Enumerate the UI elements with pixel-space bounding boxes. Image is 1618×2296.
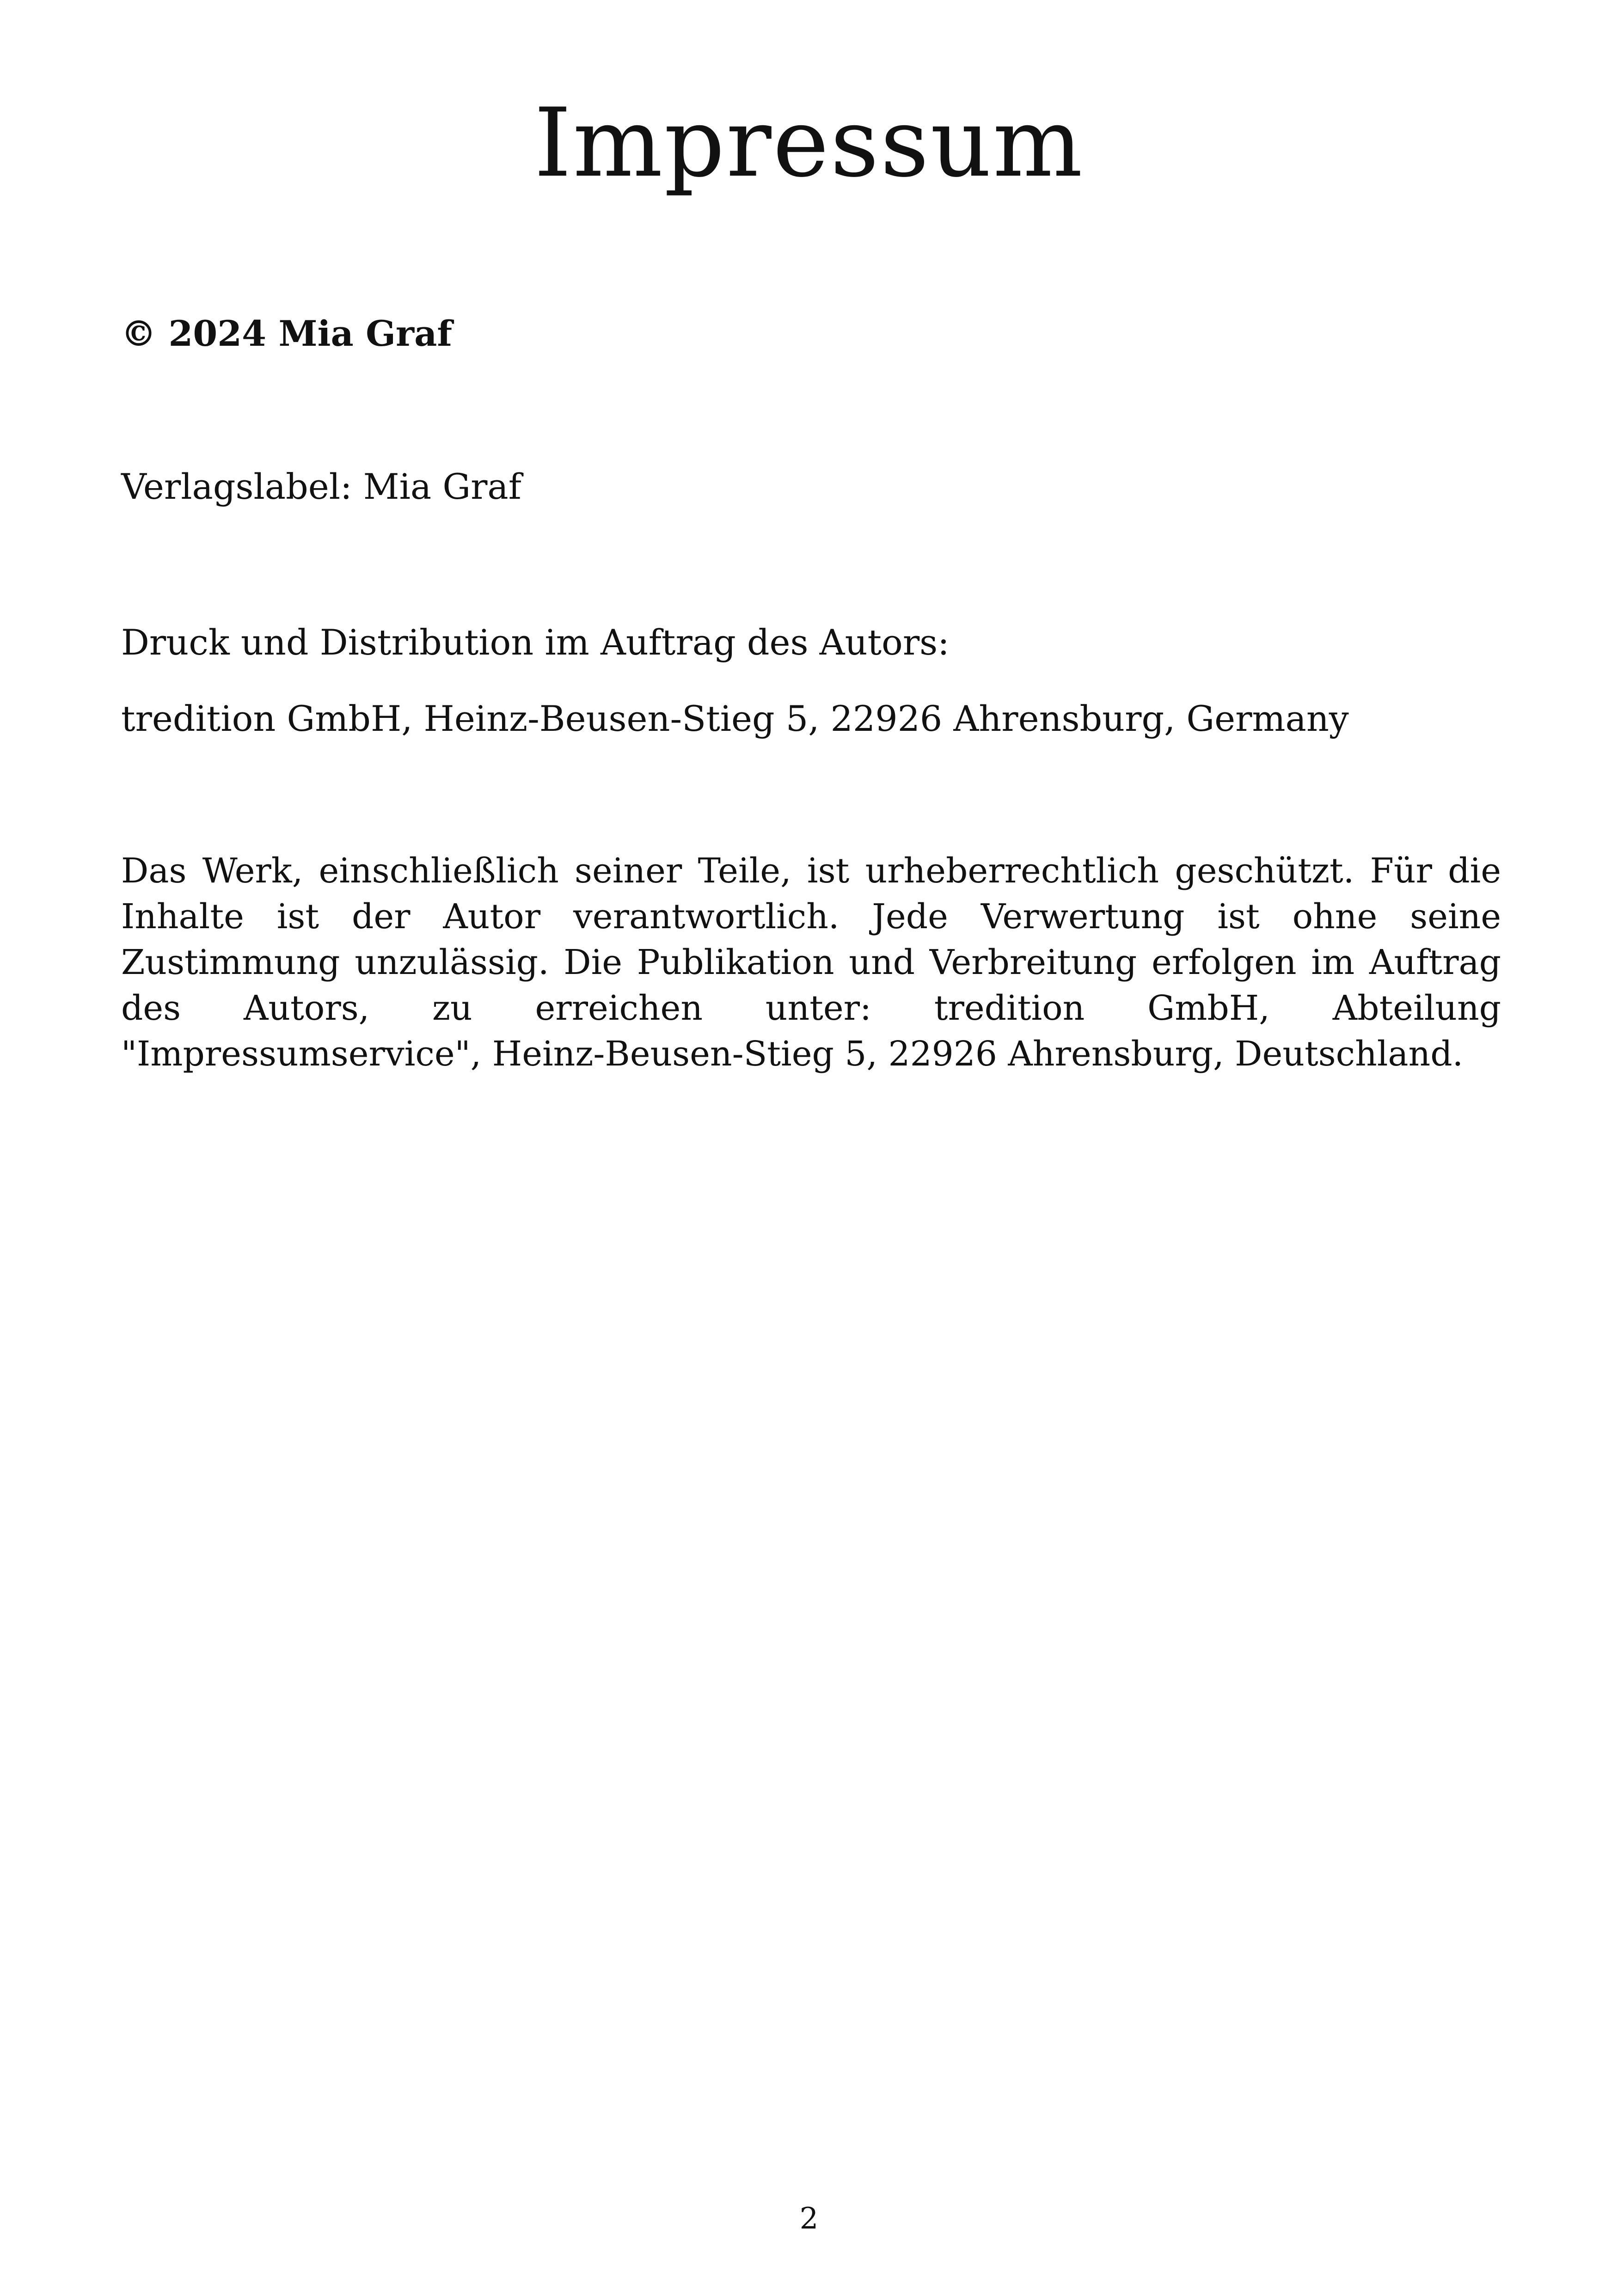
copyright-notice: © 2024 Mia Graf	[121, 313, 453, 354]
legal-notice: Das Werk, einschließlich seiner Teile, ist urheberrechtlich geschützt. Für die Inhalte ist der Autor verantwortlich. Jede Verwertung ist ohne seine Zustimmung unzulässig. Die Publikation und Verbreitung erfolgen im Auftrag des Autors, zu erreichen unter: tredition GmbH, Abteilung "Impressumservice", Heinz-Beusen-Stieg 5, 22926 Ahrensburg, Deutschland.	[121, 851, 1501, 1074]
print-distribution-note: Druck und Distribution im Auftrag des Autors:	[121, 622, 950, 663]
page-title: Impressum	[534, 88, 1084, 198]
publisher-label: Verlagslabel: Mia Graf	[121, 466, 521, 507]
page-number: 2	[799, 2202, 819, 2236]
printer-address: tredition GmbH, Heinz-Beusen-Stieg 5, 22926 Ahrensburg, Germany	[121, 698, 1349, 739]
